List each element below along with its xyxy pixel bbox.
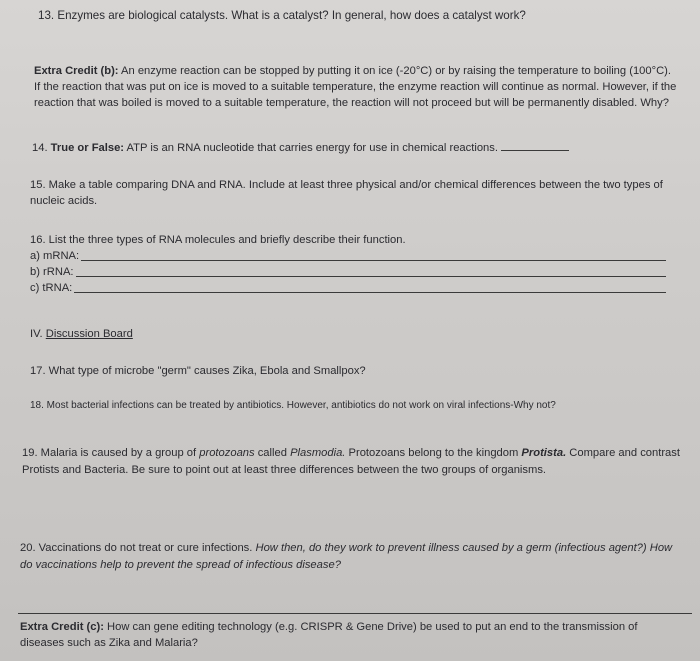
question-14-text: ATP is an RNA nucleotide that carries energy for use in chemical reactions. — [124, 142, 502, 154]
question-16 — [30, 232, 666, 296]
question-14-num: 14. — [32, 142, 51, 154]
section-iv-heading — [30, 326, 682, 342]
question-20-italic: How then, do they work to prevent illness caused by a germ (infectious agent?) How do vaccinations help to prevent the spread of infectious disease? — [20, 542, 673, 571]
question-14-label: True or False: — [50, 142, 125, 154]
extra-credit-c-label: Extra Credit (c): — [20, 621, 104, 633]
question-19 — [22, 445, 684, 479]
question-19-part-2: called — [254, 447, 291, 459]
question-20-part-1: 20. Vaccinations do not treat or cure infections. — [20, 542, 256, 554]
extra-credit-b-text: An enzyme reaction can be stopped by putting it on ice (-20°C) or by raising the temperature to boiling (100°C). If the reaction that was put on ice is moved to a suitable temperature, the enzyme reaction will continue as normal. However, if the reaction that was boiled is moved to a suitable temperature, the reaction will not proceed but will be permanently disabled. Why? — [34, 65, 677, 109]
answer-row-trna — [30, 280, 666, 296]
answer-label-rrna: b) rRNA: — [30, 266, 74, 278]
question-18 — [30, 398, 640, 413]
extra-credit-c-text: How can gene editing technology (e.g. CRISPR & Gene Drive) be used to put an end to the transmission of diseases such as Zika and Malaria? — [20, 621, 638, 649]
question-13 — [38, 8, 682, 24]
answer-row-rrna — [30, 264, 666, 280]
question-13-text: 13. Enzymes are biological catalysts. What is a catalyst? In general, how does a catalyst work? — [38, 9, 526, 22]
question-19-part-1: 19. Malaria is caused by a group of — [22, 447, 200, 459]
question-19-part-4: Compare and contrast Protists and Bacteria. Be sure to point out at least three differences between the two groups of organisms. — [22, 447, 680, 476]
question-14 — [32, 140, 682, 156]
section-iv-title: Discussion Board — [45, 328, 133, 340]
question-20 — [20, 540, 684, 574]
question-19-part-3: Protozoans belong to the kingdom — [345, 447, 522, 459]
extra-credit-c — [20, 619, 680, 651]
answer-line-trna[interactable] — [74, 292, 666, 293]
question-15-text: 15. Make a table comparing DNA and RNA. Include at least three physical and/or chemical differences between the two types of nucleic acids. — [30, 179, 663, 207]
question-17-text: 17. What type of microbe "germ" causes Zika, Ebola and Smallpox? — [30, 365, 366, 377]
answer-line-rrna[interactable] — [76, 276, 666, 277]
answer-line-mrna[interactable] — [81, 260, 666, 261]
question-15 — [30, 177, 670, 209]
answer-label-trna: c) tRNA: — [30, 282, 73, 294]
question-18-text: 18. Most bacterial infections can be treated by antibiotics. However, antibiotics do not work on viral infections-Why not? — [30, 400, 556, 411]
question-16-text: 16. List the three types of RNA molecules and briefly describe their function. — [30, 234, 406, 246]
answer-label-mrna: a) mRNA: — [30, 250, 80, 262]
question-17 — [30, 363, 682, 379]
extra-credit-b-label: Extra Credit (b): — [34, 65, 119, 77]
question-19-protozoans: protozoans — [199, 447, 255, 459]
question-19-plasmodia: Plasmodia. — [290, 447, 346, 459]
divider-line — [18, 613, 692, 614]
answer-row-mrna — [30, 248, 666, 264]
section-iv-num: IV. — [30, 328, 46, 340]
question-19-protista: Protista. — [521, 447, 567, 459]
extra-credit-b — [34, 63, 678, 111]
question-14-answer-blank[interactable] — [501, 149, 569, 151]
